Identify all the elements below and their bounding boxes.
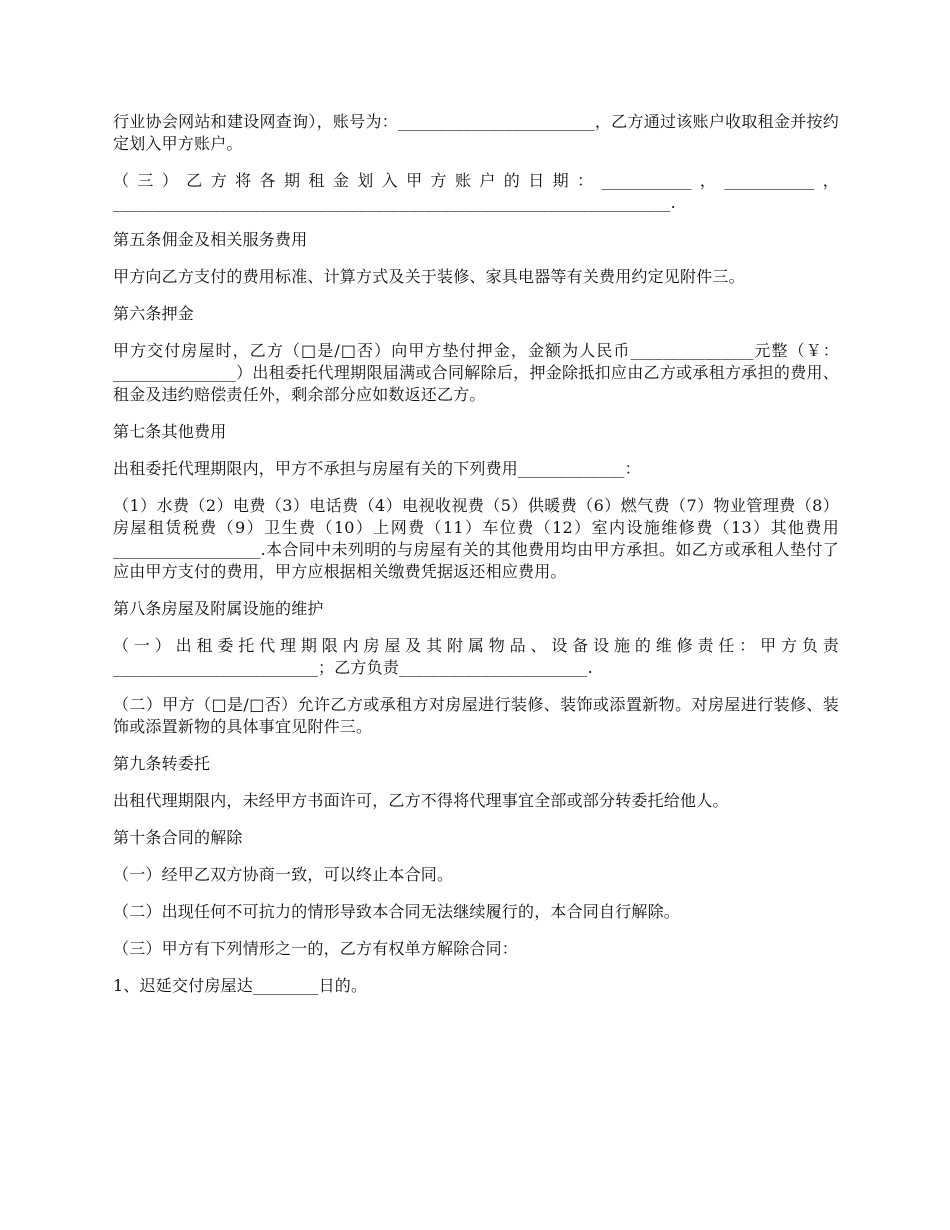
paragraph-renovation-permission: （二）甲方（□是/□否）允许乙方或承租方对房屋进行装修、装饰或添置新物。对房屋进行装修、装饰或添置新物的具体事宜见附件三。 <box>113 695 839 736</box>
paragraph-termination-2: （二）出现任何不可抗力的情形导致本合同无法继续履行的，本合同自行解除。 <box>113 902 681 921</box>
heading-article-9: 第九条转委托 <box>113 754 211 773</box>
heading-article-7: 第七条其他费用 <box>113 422 227 441</box>
paragraph-fee-list: （1）水费（2）电费（3）电话费（4）电视收视费（5）供暖费（6）燃气费（7）物业管理费（8）房屋租赁税费（9）卫生费（10）上网费（11）车位费（12）室内设施维修费（13）其他费用__________________.本合同中未列明的与房屋有关的其他费用均由甲方承担。如乙方或承租人垫付了应由甲方支付的费用，甲方应根据相关缴费凭据返还相应费用。 <box>113 496 839 581</box>
paragraph-commission-fees: 甲方向乙方支付的费用标准、计算方式及关于装修、家具电器等有关费用约定见附件三。 <box>113 267 745 286</box>
document-body <box>113 111 839 1012</box>
paragraph-termination-3: （三）甲方有下列情形之一的，乙方有权单方解除合同： <box>113 939 519 958</box>
paragraph-account-number: 行业协会网站和建设网查询），账号为：________________________，乙方通过该账户收取租金并按约定划入甲方账户。 <box>113 112 839 153</box>
paragraph-subdelegation: 出租代理期限内，未经甲方书面许可，乙方不得将代理事宜全部或部分转委托给他人。 <box>113 791 729 810</box>
paragraph-termination-1: （一）经甲乙双方协商一致，可以终止本合同。 <box>113 865 454 884</box>
paragraph-delay-delivery: 1、迟延交付房屋达________日的。 <box>113 976 368 995</box>
paragraph-other-fees-intro: 出租委托代理期限内，甲方不承担与房屋有关的下列费用_____________： <box>113 459 641 478</box>
heading-article-5: 第五条佣金及相关服务费用 <box>113 230 308 249</box>
paragraph-deposit: 甲方交付房屋时，乙方（□是/□否）向甲方垫付押金，金额为人民币_______________元整（￥：_______________）出租委托代理期限届满或合同解除后，押金除抵扣应由乙方或承租方承担的费用、租金及违约赔偿责任外，剩余部分应如数返还乙方。 <box>113 341 839 404</box>
heading-article-6: 第六条押金 <box>113 304 195 323</box>
paragraph-rent-transfer-dates: （三）乙方将各期租金划入甲方账户的日期：___________，___________，____________________________________________________________________. <box>113 171 839 212</box>
heading-article-10: 第十条合同的解除 <box>113 828 243 847</box>
heading-article-8: 第八条房屋及附属设施的维护 <box>113 599 324 618</box>
paragraph-maintenance-responsibility: （一）出租委托代理期限内房屋及其附属物品、设备设施的维修责任：甲方负责_________________________；乙方负责_______________________. <box>113 636 839 677</box>
